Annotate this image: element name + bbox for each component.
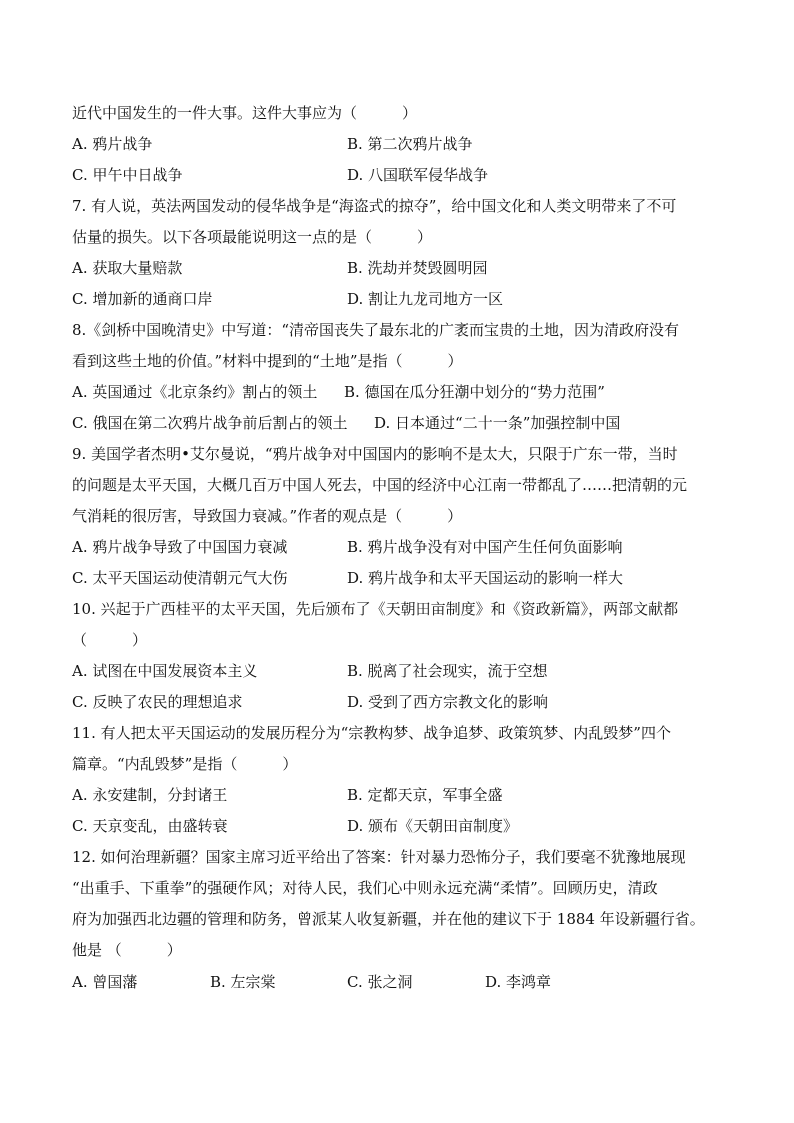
q6-option-d: D. 八国联军侵华战争: [347, 166, 489, 184]
q10-option-b: B. 脱离了社会现实，流于空想: [347, 662, 548, 680]
q11-option-d: D. 颁布《天朝田亩制度》: [347, 817, 519, 835]
q7-option-b: B. 洗劫并焚毁圆明园: [347, 259, 488, 277]
q7-stem-line2: 估量的损失。以下各项最能说明这一点的是（ ）: [72, 228, 433, 246]
intro-line: 近代中国发生的一件大事。这件大事应为（ ）: [72, 104, 418, 122]
q7-option-c: C. 增加新的通商口岸: [72, 290, 213, 308]
q9-option-b: B. 鸦片战争没有对中国产生任何负面影响: [347, 538, 623, 556]
q12-option-c: C. 张之洞: [347, 973, 413, 991]
q12-option-b: B. 左宗棠: [210, 973, 276, 991]
q11-option-b: B. 定都天京，军事全盛: [347, 786, 503, 804]
q11-stem-line1: 11. 有人把太平天国运动的发展历程分为“宗教构梦、战争追梦、政策筑梦、内乱毁梦”四个: [72, 724, 671, 742]
q10-stem-line1: 10. 兴起于广西桂平的太平天国，先后颁布了《天朝田亩制度》和《资政新篇》，两部文献都: [72, 600, 679, 618]
q9-option-a: A. 鸦片战争导致了中国国力衰减: [72, 538, 288, 556]
q7-option-d: D. 割让九龙司地方一区: [347, 290, 504, 308]
q9-stem-line1: 9. 美国学者杰明•艾尔曼说，“鸦片战争对中国国内的影响不是太大，只限于广东一带，当时: [72, 445, 678, 463]
q11-option-c: C. 天京变乱，由盛转衰: [72, 817, 228, 835]
q10-option-a: A. 试图在中国发展资本主义: [72, 662, 258, 680]
q8-option-b: B. 德国在瓜分狂潮中划分的“势力范围”: [344, 383, 605, 401]
q6-option-c: C. 甲午中日战争: [72, 166, 183, 184]
q8-stem-line2: 看到这些土地的价值。”材料中提到的“土地”是指（ ）: [72, 352, 463, 370]
q12-stem-line4: 他是 （ ）: [72, 941, 182, 959]
q6-option-a: A. 鸦片战争: [72, 135, 153, 153]
q6-option-b: B. 第二次鸦片战争: [347, 135, 473, 153]
q11-option-a: A. 永安建制，分封诸王: [72, 786, 228, 804]
q8-option-c: C. 俄国在第二次鸦片战争前后割占的领土: [72, 414, 348, 432]
q10-option-c: C. 反映了农民的理想追求: [72, 693, 243, 711]
q12-option-d: D. 李鸿章: [485, 973, 552, 991]
q8-option-a: A. 英国通过《北京条约》割占的领土: [72, 383, 318, 401]
q12-option-a: A. 曾国藩: [72, 973, 138, 991]
q9-option-d: D. 鸦片战争和太平天国运动的影响一样大: [347, 569, 624, 587]
q12-stem-line2: “出重手、下重拳”的强硬作风；对待人民，我们心中则永远充满“柔情”。回顾历史，清政: [72, 879, 658, 897]
q10-stem-line2: （ ）: [72, 631, 148, 649]
q10-option-d: D. 受到了西方宗教文化的影响: [347, 693, 549, 711]
q11-stem-line2: 篇章。“内乱毁梦”是指（ ）: [72, 755, 298, 773]
q8-option-d: D. 日本通过“二十一条”加强控制中国: [374, 414, 621, 432]
q9-stem-line2: 的问题是太平天国，大概几百万中国人死去，中国的经济中心江南一带都乱了……把清朝的元: [72, 476, 688, 494]
q7-stem-line1: 7. 有人说，英法两国发动的侵华战争是“海盗式的掠夺”，给中国文化和人类文明带来了不可: [72, 197, 677, 215]
q9-option-c: C. 太平天国运动使清朝元气大伤: [72, 569, 288, 587]
q12-stem-line1: 12. 如何治理新疆？国家主席习近平给出了答案：针对暴力恐怖分子，我们要毫不犹豫地展现: [72, 848, 686, 866]
q12-stem-line3: 府为加强西北边疆的管理和防务，曾派某人收复新疆，并在他的建议下于 1884 年设新疆行省。: [72, 910, 705, 928]
q7-option-a: A. 获取大量赔款: [72, 259, 183, 277]
q9-stem-line3: 气消耗的很厉害，导致国力衰减。”作者的观点是（ ）: [72, 507, 463, 525]
q8-stem-line1: 8.《剑桥中国晚清史》中写道：“清帝国丧失了最东北的广袤而宝贵的土地，因为清政府没有: [72, 321, 679, 339]
